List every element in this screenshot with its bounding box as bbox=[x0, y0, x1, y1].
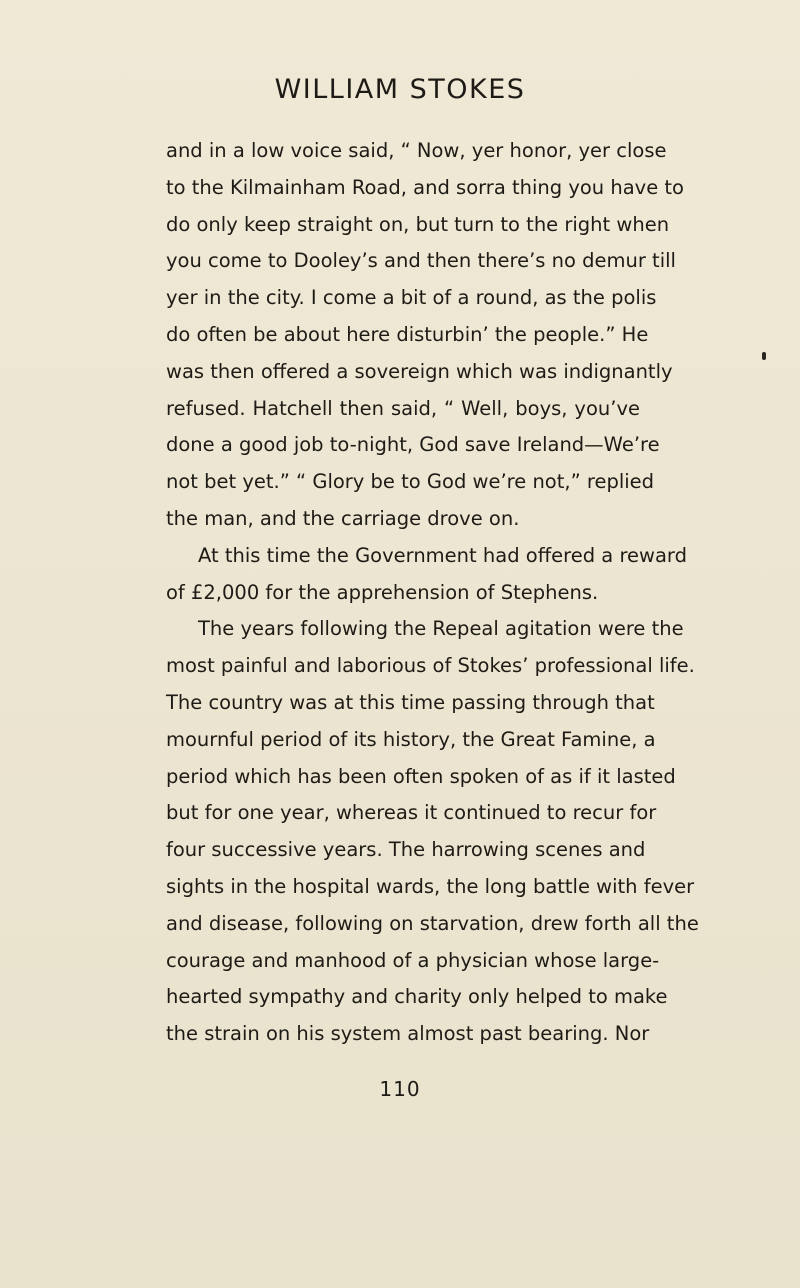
text-line: to the Kilmainham Road, and sorra thing you have to bbox=[166, 175, 684, 199]
text-line: do often be about here disturbin’ the people.” He bbox=[166, 322, 649, 346]
text-line: done a good job to-night, God save Ireland—We’re bbox=[166, 433, 660, 457]
text-line: At this time the Government had offered a reward bbox=[198, 543, 687, 567]
text-line: and in a low voice said, “ Now, yer honor, yer close bbox=[166, 139, 667, 162]
text-line: the strain on his system almost past bearing. Nor bbox=[166, 1022, 650, 1046]
text-line: sights in the hospital wards, the long battle with fever bbox=[166, 874, 695, 898]
text-line: was then offered a sovereign which was indignantly bbox=[166, 359, 673, 383]
text-line: most painful and laborious of Stokes’ professional life. bbox=[166, 654, 695, 678]
text-line: do only keep straight on, but turn to the right when bbox=[166, 212, 670, 236]
ink-speck bbox=[762, 352, 766, 360]
text-line: period which has been often spoken of as if it lasted bbox=[166, 764, 676, 788]
text-line: refused. Hatchell then said, “ Well, boys, you’ve bbox=[166, 396, 640, 420]
text-line: not bet yet.” “ Glory be to God we’re not,” replied bbox=[166, 470, 655, 494]
running-head: WILLIAM STOKES bbox=[274, 74, 526, 105]
text-line: you come to Dooley’s and then there’s no demur till bbox=[166, 249, 676, 273]
text-line: The years following the Repeal agitation were the bbox=[198, 617, 684, 641]
page-number: 110 bbox=[379, 1077, 421, 1101]
text-line: hearted sympathy and charity only helped to make bbox=[166, 985, 668, 1009]
text-line: courage and manhood of a physician whose large- bbox=[166, 948, 660, 972]
text-line: but for one year, whereas it continued to recur for bbox=[166, 801, 657, 825]
body-text bbox=[166, 133, 699, 1053]
text-line: yer in the city. I come a bit of a round, as the polis bbox=[166, 286, 657, 310]
text-line: of £2,000 for the apprehension of Stephens. bbox=[166, 580, 599, 604]
text-line: and disease, following on starvation, drew forth all the bbox=[166, 911, 699, 935]
text-line: mournful period of its history, the Great Famine, a bbox=[166, 727, 656, 751]
text-line: The country was at this time passing through that bbox=[166, 690, 655, 714]
text-line: the man, and the carriage drove on. bbox=[166, 506, 520, 530]
text-line: four successive years. The harrowing scenes and bbox=[166, 838, 646, 862]
